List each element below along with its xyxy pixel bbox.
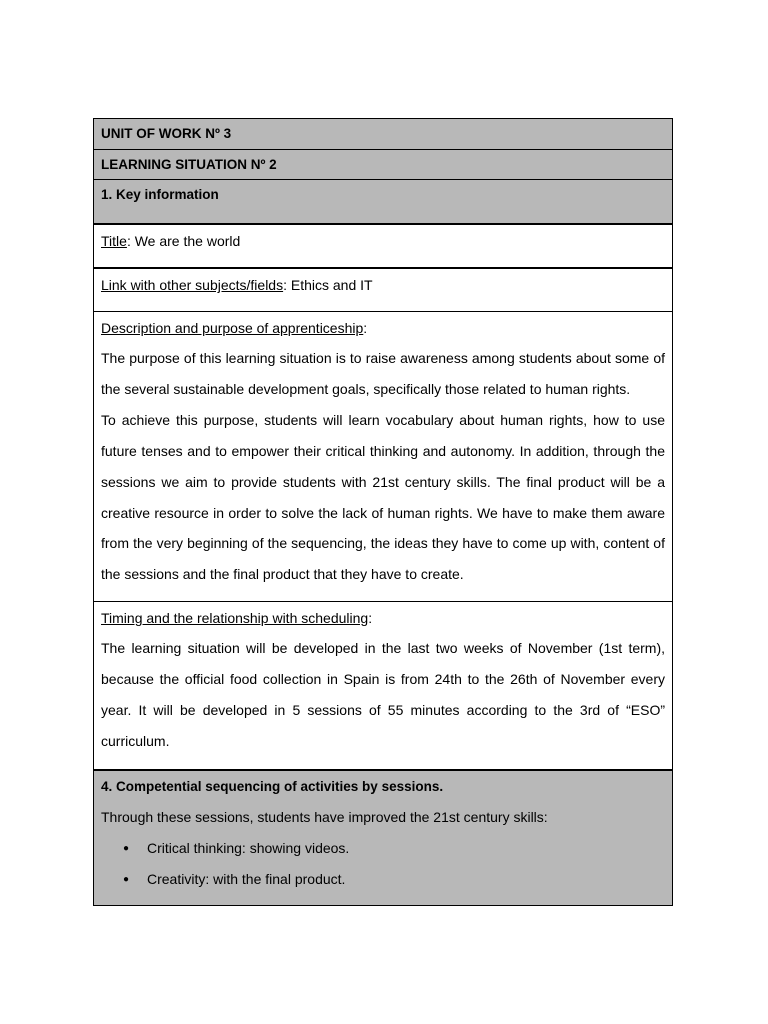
learning-situation-table — [93, 118, 673, 906]
skills-list — [101, 833, 665, 895]
sequencing-heading: 4. Competential sequencing of activities by sessions. — [101, 779, 444, 794]
description-paragraph-1: The purpose of this learning situation is to raise awareness among students about some of the several sustainable development goals, specifically those related to human rights. — [101, 350, 665, 397]
description-label-line — [101, 312, 665, 343]
list-item: ● Creativity: with the final product. — [123, 864, 665, 895]
unit-of-work-header: UNIT OF WORK Nº 3 — [94, 119, 672, 149]
timing-label-colon: : — [368, 610, 373, 626]
title-label: Title — [101, 233, 127, 249]
link-value: : Ethics and IT — [283, 277, 373, 293]
sequencing-section — [94, 769, 672, 905]
title-row — [94, 223, 672, 267]
timing-label-line — [101, 602, 665, 633]
description-paragraph-2: To achieve this purpose, students will learn vocabulary about human rights, how to use future tenses and to empower their critical thinking and autonomy. In addition, through the sessions we aim to provide students with 21st century skills. The final product will be a creative resource in order to solve the lack of human rights. We have to make them aware from the very beginning of the sequencing, the ideas they have to come up with, content of the sessions and the final product that they have to create. — [101, 411, 665, 583]
description-label: Description and purpose of apprenticeship — [101, 320, 364, 336]
learning-situation-header: LEARNING SITUATION Nº 2 — [94, 149, 672, 179]
timing-label: Timing and the relationship with scheduling — [101, 610, 369, 626]
link-label: Link with other subjects/fields — [101, 277, 284, 293]
title-value: : We are the world — [126, 233, 241, 249]
sequencing-intro: Through these sessions, students have improved the 21st century skills: — [101, 809, 548, 825]
description-label-colon: : — [363, 320, 368, 336]
timing-section — [94, 601, 672, 769]
list-item: ● Critical thinking: showing videos. — [123, 833, 665, 864]
description-section — [94, 311, 672, 601]
timing-paragraph: The learning situation will be developed in the last two weeks of November (1st term), because the official food collection in Spain is from 24th to the 26th of November every year. It will be developed in 5 sessions of 55 minutes according to the 3rd of “ESO” curriculum. — [101, 640, 665, 749]
link-row — [94, 267, 672, 311]
key-information-header: 1. Key information — [94, 179, 672, 223]
